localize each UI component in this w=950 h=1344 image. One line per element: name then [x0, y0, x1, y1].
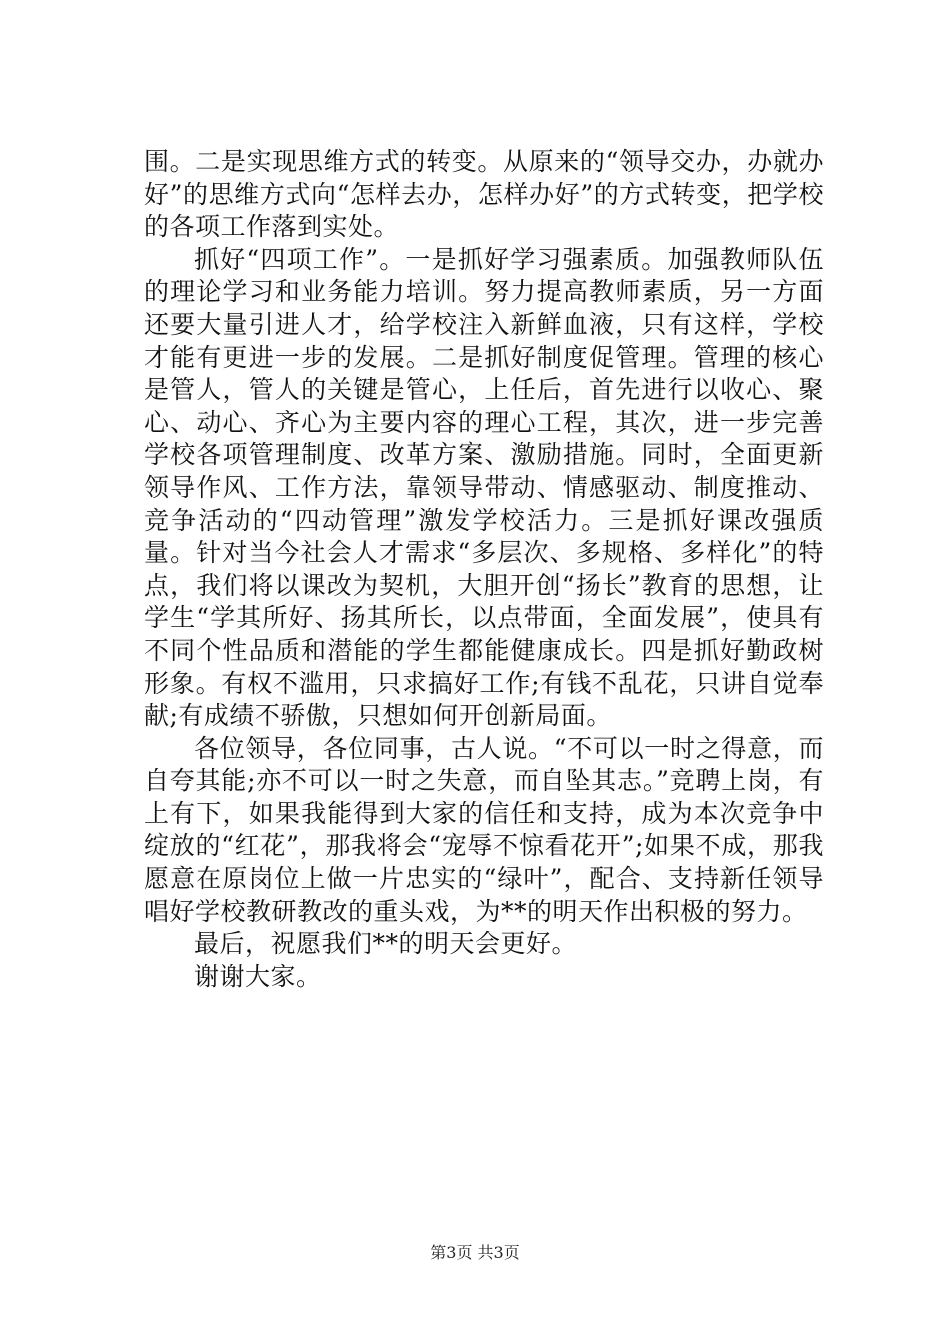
page-number-footer: 第3页 共3页 — [430, 1243, 520, 1262]
paragraph-continuation: 围。二是实现思维方式的转变。从原来的“领导交办，办就办好”的思维方式向“怎样去办，怎样办好”的方式转变，把学校的各项工作落到实处。 — [144, 147, 824, 242]
document-body — [144, 146, 824, 993]
paragraph-four-tasks: 抓好“四项工作”。一是抓好学习强素质。加强教师队伍的理论学习和业务能力培训。努力提高教师素质，另一方面还要大量引进人才，给学校注入新鲜血液，只有这样，学校才能有更进一步的发展。二是抓好制度促管理。管理的核心是管人，管人的关键是管心，上任后，首先进行以收心、聚心、动心、齐心为主要内容的理心工程，其次，进一步完善学校各项管理制度、改革方案、激励措施。同时，全面更新领导作风、工作方法，靠领导带动、情感驱动、制度推动、竞争活动的“四动管理”激发学校活力。三是抓好课改强质量。针对当今社会人才需求“多层次、多规格、多样化”的特点，我们将以课改为契机，大胆开创“扬长”教育的思想，让学生“学其所好、扬其所长，以点带面，全面发展”，使具有不同个性品质和潜能的学生都能健康成长。四是抓好勤政树形象。有权不滥用，只求搞好工作;有钱不乱花，只讲自觉奉献;有成绩不骄傲，只想如何开创新局面。 — [144, 244, 824, 731]
paragraph-thanks: 谢谢大家。 — [194, 961, 322, 991]
paragraph-closing-statement: 各位领导，各位同事，古人说。“不可以一时之得意，而自夸其能;亦不可以一时之失意，而自坠其志。”竞聘上岗，有上有下，如果我能得到大家的信任和支持，成为本次竞争中绽放的“红花”，那我将会“宠辱不惊看花开”;如果不成，那我愿意在原岗位上做一片忠实的“绿叶”，配合、支持新任领导唱好学校教研教改的重头戏，为**的明天作出积极的努力。 — [144, 733, 824, 926]
paragraph-wishes: 最后，祝愿我们**的明天会更好。 — [194, 929, 578, 959]
